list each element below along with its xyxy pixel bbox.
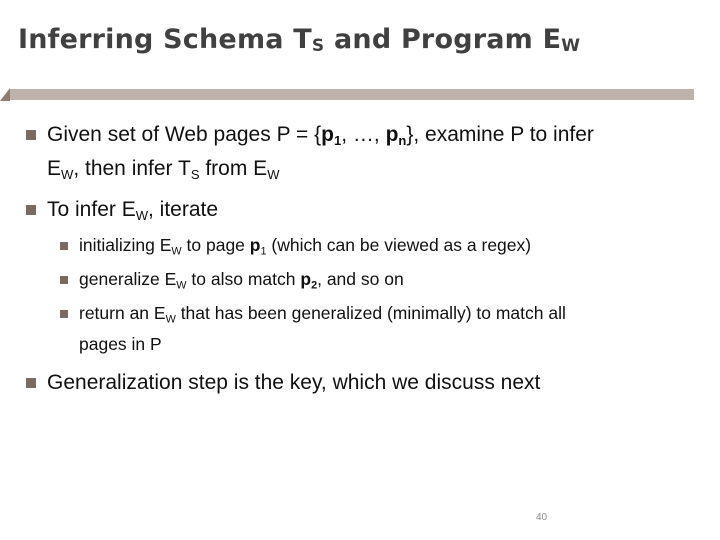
bullet-1-line-1: Given set of Web pages $P = \{p_1$, …, $p_n$}, examine P to infer <box>47 123 594 148</box>
title-subscript-s: S <box>311 36 325 56</box>
slide-title <box>18 24 580 56</box>
bullet-3: Generalization step is the key, which we discuss next <box>47 371 541 394</box>
bullet-marker <box>26 378 36 388</box>
sub-bullet-1: initializing $E_W$ to page $p_1$ (which can be viewed as a regex) <box>79 235 532 258</box>
title-rule-notch <box>0 88 10 101</box>
sub-bullet-3-line-2: pages in P <box>79 334 162 354</box>
sub-bullet-3-line-1: return an $E_W$ that has been generalized (minimally) to match all <box>79 303 566 326</box>
bullet-1-line-2: $E_W$, then infer $T_S$ from $E_W$ <box>47 157 280 182</box>
title-rule <box>10 89 694 100</box>
sub-bullet-2: generalize $E_W$ to also match $p_2$, and so on <box>79 269 404 292</box>
sub-bullet-marker <box>60 276 68 284</box>
bullet-marker <box>26 205 36 215</box>
sub-bullet-marker <box>60 242 68 250</box>
title-subscript-w: W <box>561 36 581 56</box>
bullet-2: To infer $E_W$, iterate <box>47 198 219 223</box>
sub-bullet-marker <box>60 310 68 318</box>
title-text-mid: and Program E <box>324 24 562 55</box>
bullet-marker <box>26 130 36 140</box>
title-text: Inferring Schema T <box>18 24 312 55</box>
page-number: 40 <box>536 512 548 523</box>
